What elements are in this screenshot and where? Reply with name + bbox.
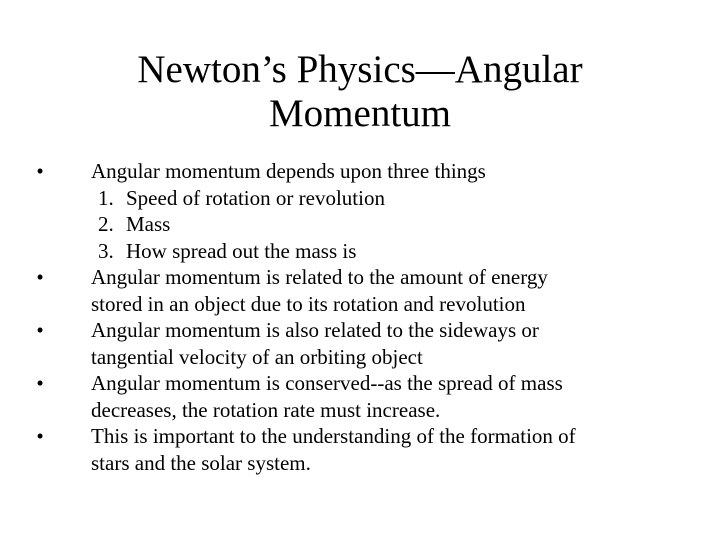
bullet-text-line-2: tangential velocity of an orbiting object — [91, 344, 423, 369]
bullet-item-4 — [30, 370, 670, 423]
bullet-dot: • — [36, 265, 44, 289]
bullet-text-line-2: decreases, the rotation rate must increase. — [91, 397, 441, 422]
sub-item-1 — [30, 185, 670, 212]
slide-title-line-2: Momentum — [269, 92, 451, 135]
sub-item-number: 3. — [98, 238, 114, 263]
sub-item-text: Mass — [126, 212, 171, 236]
slide-body — [30, 158, 670, 476]
bullet-text-line-1: Angular momentum is conserved--as the spread of mass — [91, 371, 563, 395]
bullet-text-line-1: This is important to the understanding of the formation of — [91, 424, 576, 448]
bullet-dot: • — [36, 424, 44, 448]
sub-item-number: 2. — [98, 212, 114, 236]
bullet-item-2 — [30, 264, 670, 317]
bullet-text-line-1: Angular momentum is related to the amount of energy — [91, 265, 548, 289]
bullet-dot: • — [36, 371, 44, 395]
slide-title-line-1: Newton’s Physics—Angular — [137, 48, 583, 91]
sub-item-2 — [30, 211, 670, 238]
bullet-item-5 — [30, 423, 670, 476]
bullet-text-line-2: stored in an object due to its rotation and revolution — [91, 291, 526, 316]
bullet-item-3 — [30, 317, 670, 370]
bullet-text: Angular momentum depends upon three things — [91, 159, 486, 183]
bullet-text-line-1: Angular momentum is also related to the sideways or — [91, 318, 539, 342]
sub-item-text: How spread out the mass is — [126, 238, 357, 263]
sub-item-text: Speed of rotation or revolution — [126, 185, 385, 210]
bullet-item-1 — [30, 158, 670, 185]
bullet-dot: • — [36, 318, 44, 342]
sub-item-3 — [30, 238, 670, 265]
sub-item-number: 1. — [98, 185, 114, 210]
slide-title — [60, 48, 660, 136]
bullet-dot: • — [36, 159, 44, 183]
bullet-text-line-2: stars and the solar system. — [91, 450, 311, 475]
